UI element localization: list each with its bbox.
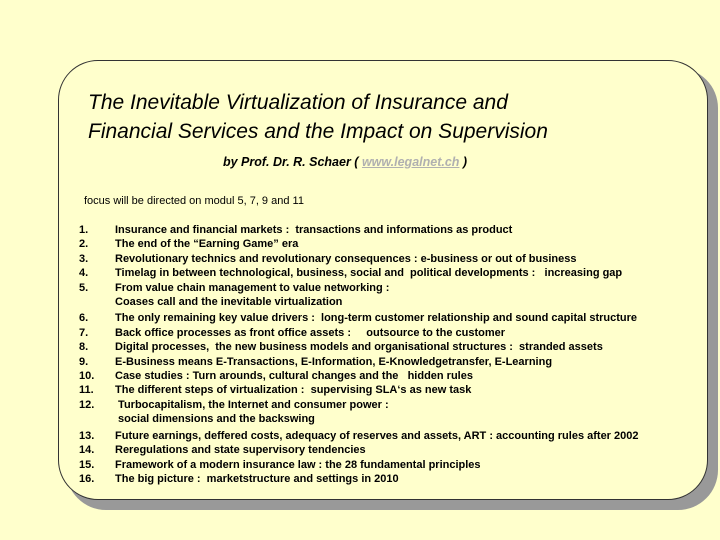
list-item bbox=[79, 383, 639, 397]
list-item bbox=[79, 458, 639, 472]
item-number: 6. bbox=[79, 312, 89, 325]
item-number: 9. bbox=[79, 355, 89, 368]
title-line-2: Financial Services and the Impact on Supervision bbox=[88, 120, 548, 143]
item-text: Turbocapitalism, the Internet and consumer power : bbox=[115, 398, 389, 411]
item-text: The only remaining key value drivers : long-term customer relationship and sound capital structure bbox=[115, 312, 638, 325]
item-number: 4. bbox=[79, 267, 89, 280]
list-item bbox=[79, 311, 639, 325]
item-number bbox=[79, 295, 115, 309]
item-text: The different steps of virtualization : supervising SLA‘s as new task bbox=[115, 384, 472, 397]
list-item bbox=[79, 443, 639, 457]
list-item bbox=[79, 266, 639, 280]
item-text: Coases call and the inevitable virtualization bbox=[115, 296, 343, 309]
item-number: 13. bbox=[79, 429, 95, 442]
item-number bbox=[79, 412, 115, 426]
title-line-1: The Inevitable Virtualization of Insurance and bbox=[88, 91, 508, 114]
item-number: 15. bbox=[79, 458, 95, 471]
list-item bbox=[79, 472, 639, 486]
item-text: Future earnings, deffered costs, adequacy of reserves and assets, ART : accounting rules after 2002 bbox=[115, 429, 639, 442]
list-item bbox=[79, 223, 639, 237]
list-item bbox=[79, 326, 639, 340]
item-number: 8. bbox=[79, 341, 89, 354]
item-text: The big picture : marketstructure and settings in 2010 bbox=[115, 472, 399, 485]
item-text: The end of the “Earning Game” era bbox=[115, 238, 299, 251]
item-number: 1. bbox=[79, 224, 89, 236]
list-item bbox=[79, 281, 639, 295]
list-item bbox=[79, 355, 639, 369]
item-text: Insurance and financial markets : transactions and informations as product bbox=[115, 224, 513, 236]
item-text: Digital processes, the new business models and organisational structures : stranded assets bbox=[115, 341, 603, 354]
byline bbox=[223, 155, 467, 169]
item-text: social dimensions and the backswing bbox=[115, 413, 315, 426]
item-number: 3. bbox=[79, 252, 89, 265]
byline-suffix: ) bbox=[462, 155, 468, 169]
item-number: 11. bbox=[79, 384, 94, 397]
agenda-list bbox=[79, 223, 639, 486]
list-item bbox=[79, 369, 639, 383]
item-number: 16. bbox=[79, 472, 95, 485]
list-item bbox=[79, 237, 639, 251]
website-link[interactable]: www.legalnet.ch bbox=[361, 155, 460, 169]
item-text: Case studies : Turn arounds, cultural changes and the hidden rules bbox=[115, 370, 473, 383]
list-item-continuation bbox=[79, 412, 639, 426]
item-number: 14. bbox=[79, 444, 95, 457]
item-number: 10. bbox=[79, 370, 95, 383]
item-text: E-Business means E-Transactions, E-Information, E-Knowledgetransfer, E-Learning bbox=[115, 355, 553, 368]
list-item bbox=[79, 252, 639, 266]
item-text: Timelag in between technological, business, social and political developments : increasing gap bbox=[115, 267, 623, 280]
byline-prefix: by Prof. Dr. R. Schaer ( bbox=[223, 155, 359, 169]
list-item bbox=[79, 398, 639, 412]
item-number: 12. bbox=[79, 398, 95, 411]
item-number: 7. bbox=[79, 326, 89, 339]
item-text: Revolutionary technics and revolutionary consequences : e-business or out of business bbox=[115, 252, 577, 265]
focus-note: focus will be directed on modul 5, 7, 9 and 11 bbox=[84, 195, 304, 207]
item-text: Reregulations and state supervisory tendencies bbox=[115, 444, 366, 457]
item-text: Framework of a modern insurance law : the 28 fundamental principles bbox=[115, 458, 481, 471]
item-text: Back office processes as front office assets : outsource to the customer bbox=[115, 326, 506, 339]
list-item bbox=[79, 429, 639, 443]
slide-title bbox=[88, 88, 548, 146]
item-number: 2. bbox=[79, 238, 89, 251]
item-text: From value chain management to value networking : bbox=[115, 281, 390, 294]
list-item-continuation bbox=[79, 295, 639, 309]
list-item bbox=[79, 340, 639, 354]
item-number: 5. bbox=[79, 281, 89, 294]
